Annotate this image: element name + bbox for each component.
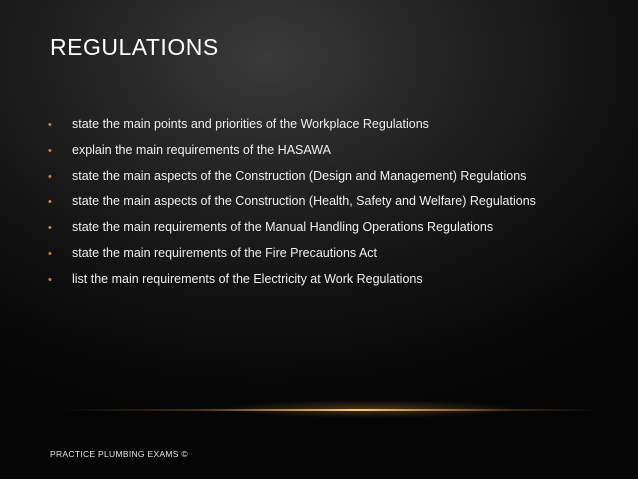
bullet-icon: •: [48, 170, 52, 183]
bullet-item: [48, 220, 536, 246]
bullet-text: state the main aspects of the Construction (Health, Safety and Welfare) Regulations: [72, 194, 536, 209]
bullet-item: [48, 272, 536, 298]
slide-title: REGULATIONS: [50, 34, 219, 60]
bullet-text: state the main requirements of the Fire Precautions Act: [72, 245, 378, 260]
bullet-icon: •: [48, 222, 52, 235]
bullet-text: state the main points and priorities of the Workplace Regulations: [72, 117, 429, 131]
bullet-icon: •: [48, 273, 52, 286]
bullet-text: state the main aspects of the Construction (Design and Management) Regulations: [72, 168, 527, 183]
bullet-icon: •: [48, 144, 52, 157]
bullet-text: state the main requirements of the Manual Handling Operations Regulations: [72, 220, 494, 235]
bullet-list: [48, 117, 536, 298]
bullet-icon: •: [48, 119, 52, 131]
bullet-item: [48, 143, 536, 169]
bullet-icon: •: [48, 196, 52, 209]
bullet-item: [48, 194, 536, 220]
slide-footer: PRACTICE PLUMBING EXAMS ©: [50, 449, 188, 459]
bullet-text: list the main requirements of the Electricity at Work Regulations: [72, 271, 423, 286]
bullet-item: [48, 169, 536, 195]
bullet-item: [48, 246, 536, 272]
decorative-divider-line: [60, 409, 600, 411]
bullet-icon: •: [48, 247, 52, 260]
bullet-item: [48, 117, 536, 143]
bullet-text: explain the main requirements of the HASAWA: [72, 142, 331, 157]
